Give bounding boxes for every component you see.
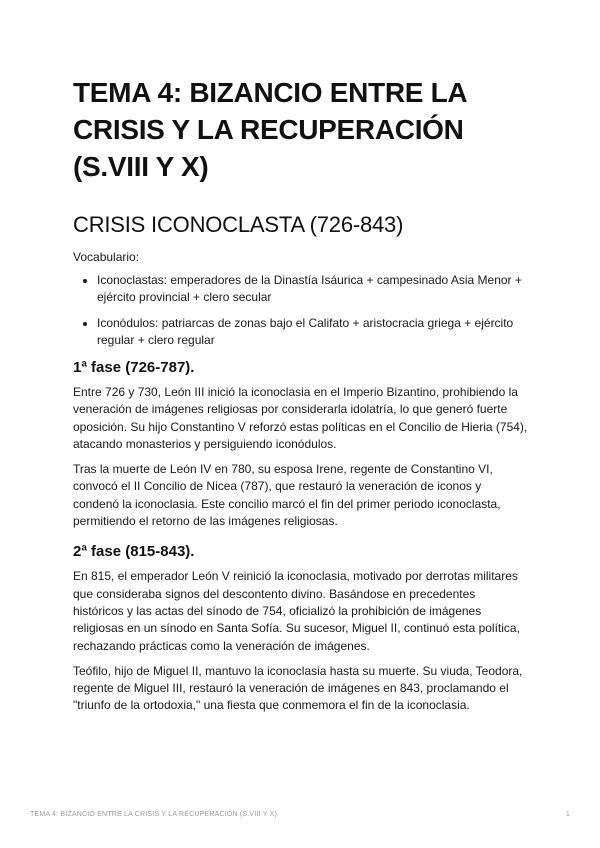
- section-heading: CRISIS ICONOCLASTA (726-843): [73, 212, 404, 237]
- vocab-label: Vocabulario:: [73, 250, 140, 264]
- phase2-heading: 2ª fase (815-843).: [73, 543, 195, 561]
- phase2-paragraph-1: En 815, el emperador León V reinició la iconoclasia, motivado por derrotas militares que consideraba signos del descontento divino. Basándose en precedentes históricos y las actas del sínodo de 754, oficializó la prohibición de imágenes religiosas en un sínodo en Santa Sofía. Su sucesor, Miguel II, continuó esta política, rechazando prácticas como la veneración de imágenes.: [73, 569, 520, 653]
- phase2-paragraph-2: Teófilo, hijo de Miguel II, mantuvo la iconoclasia hasta su muerte. Su viuda, Teodora, regente de Miguel III, restauró la veneración de imágenes en 843, proclamando el "triunfo de la ortodoxia," una fiesta que conmemora el fin de la iconoclasia.: [73, 663, 523, 713]
- phase1-heading: 1ª fase (726-787).: [73, 359, 195, 376]
- page-number: 1: [565, 811, 570, 818]
- document-title: TEMA 4: BIZANCIO ENTRE LA CRISIS Y LA RECUPERACIÓN (S.VIII Y X): [73, 77, 467, 182]
- vocab-item-iconoclastas: • Iconoclastas: emperadores de la Dinastía Isáurica + campesinado Asia Menor + ejército provincial + clero secular: [97, 272, 529, 306]
- document-page: [73, 74, 529, 723]
- page-footer: [30, 811, 570, 818]
- vocab-list: [73, 272, 529, 349]
- footer-text: TEMA 4: BIZANCIO ENTRE LA CRISIS Y LA RECUPERACIÓN (S.VIII Y X): [30, 811, 278, 818]
- phase1-paragraph-1: Entre 726 y 730, León III inició la iconoclasia en el Imperio Bizantino, prohibiendo la veneración de imágenes religiosas por considerarla idolatría, lo que generó fuerte oposición. Su hijo Constantino V reforzó estas políticas en el Concilio de Hieria (754), atacando monasterios y persiguiendo iconódulos.: [73, 385, 528, 451]
- phase1-paragraph-2: Tras la muerte de León IV en 780, su esposa Irene, regente de Constantino VI, convocó el II Concilio de Nicea (787), que restauró la veneración de iconos y condenó la iconoclasia. Este concilio marcó el fin del primer periodo iconoclasta, permitiendo el retorno de las imágenes religiosas.: [73, 462, 501, 529]
- vocab-item-iconodulos: • Iconódulos: patriarcas de zonas bajo el Califato + aristocracia griega + ejército regular + clero regular: [97, 315, 529, 349]
